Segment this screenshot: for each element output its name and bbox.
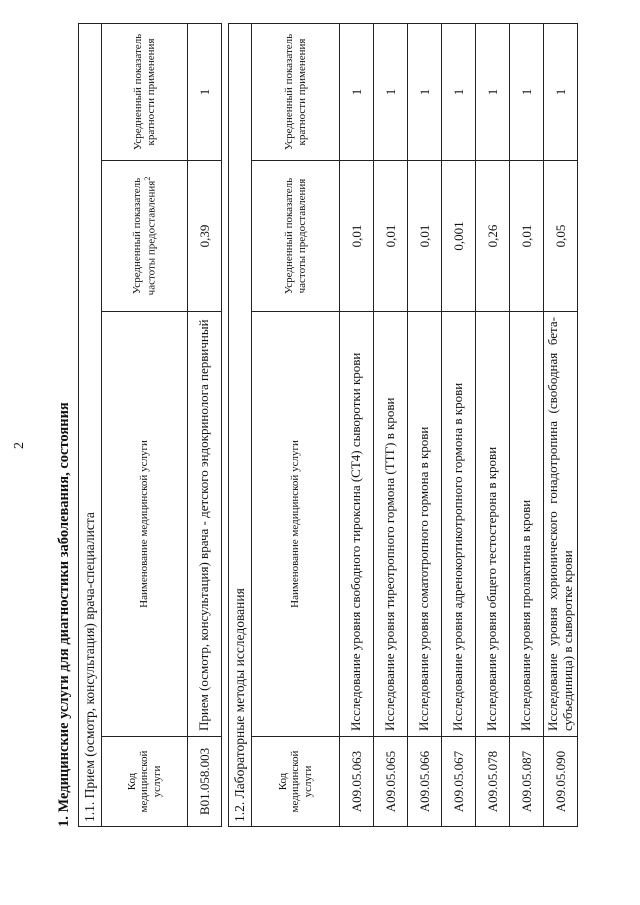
header-frequency: Усредненный показатель частоты предоставления — [252, 161, 340, 312]
table-row — [442, 24, 476, 827]
cell-name: Исследование уровня адренокортикотропного гормона в крови — [442, 312, 476, 737]
table-laboratory-block — [228, 24, 578, 827]
cell-code: A09.05.065 — [374, 737, 408, 827]
table-laboratory — [228, 23, 578, 827]
cell-code: B01.058.003 — [188, 737, 222, 827]
table-caption-row — [229, 24, 252, 827]
cell-name: Исследование уровня общего тестостерона в крови — [476, 312, 510, 737]
header-name: Наименование медицинской услуги — [102, 312, 188, 737]
cell-name: Прием (осмотр, консультация) врача - детского эндокринолога первичный — [188, 312, 222, 737]
page-number: 2 — [12, 442, 27, 449]
cell-frequency: 0,01 — [408, 161, 442, 312]
header-code: Код медицинской услуги — [252, 737, 340, 827]
cell-code: A09.05.066 — [408, 737, 442, 827]
table-row — [188, 23, 222, 826]
cell-frequency: 0,01 — [374, 161, 408, 312]
header-name: Наименование медицинской услуги — [252, 312, 340, 737]
table-consultation — [78, 23, 222, 827]
cell-frequency: 0,05 — [544, 161, 578, 312]
cell-frequency: 0,01 — [340, 161, 374, 312]
cell-name: Исследование уровня тиреотропного гормона (ТТГ) в крови — [374, 312, 408, 737]
cell-code: A09.05.090 — [544, 737, 578, 827]
header-code: Код медицинской услуги — [102, 737, 188, 827]
header-frequency: Усредненный показатель частоты предоставления$^2$ — [102, 160, 188, 311]
cell-frequency: 0,01 — [510, 161, 544, 312]
header-multiplicity: Усредненный показатель кратности применения — [102, 23, 188, 160]
table-row — [510, 24, 544, 827]
cell-code: A09.05.063 — [340, 737, 374, 827]
table-consultation-block — [78, 24, 222, 827]
cell-frequency: 0,39 — [188, 160, 222, 311]
table-row — [476, 24, 510, 827]
cell-multiplicity: 1 — [442, 24, 476, 161]
table-caption: 1.2. Лабораторные методы исследования — [229, 161, 252, 827]
cell-name: Исследование уровня хорионического гонадотропина (свободная бета-субъединица) в сыворотке крови — [544, 312, 578, 737]
cell-multiplicity: 1 — [188, 23, 222, 160]
table-row — [544, 24, 578, 827]
cell-frequency: 0,26 — [476, 161, 510, 312]
header-multiplicity: Усредненный показатель кратности применения — [252, 24, 340, 161]
cell-multiplicity: 1 — [340, 24, 374, 161]
cell-name: Исследование уровня соматотропного гормона в крови — [408, 312, 442, 737]
table-caption: 1.1. Прием (осмотр, консультация) врача-специалиста — [79, 160, 102, 826]
cell-multiplicity: 1 — [544, 24, 578, 161]
table-row — [408, 24, 442, 827]
table-row — [374, 24, 408, 827]
cell-multiplicity: 1 — [374, 24, 408, 161]
table-caption-row — [79, 23, 102, 826]
table-row — [340, 24, 374, 827]
cell-frequency: 0,001 — [442, 161, 476, 312]
cell-multiplicity: 1 — [476, 24, 510, 161]
cell-multiplicity: 1 — [510, 24, 544, 161]
cell-multiplicity: 1 — [408, 24, 442, 161]
cell-code: A09.05.078 — [476, 737, 510, 827]
table-header-row — [102, 23, 188, 826]
cell-code: A09.05.067 — [442, 737, 476, 827]
cell-name: Исследование уровня пролактина в крови — [510, 312, 544, 737]
section-title: 1. Медицинские услуги для диагностики заболевания, состояния — [56, 402, 72, 827]
cell-name: Исследование уровня свободного тироксина (СТ4) сыворотки крови — [340, 312, 374, 737]
footnote-mark: 2 — [143, 176, 153, 181]
cell-code: A09.05.087 — [510, 737, 544, 827]
table-header-row — [252, 24, 340, 827]
